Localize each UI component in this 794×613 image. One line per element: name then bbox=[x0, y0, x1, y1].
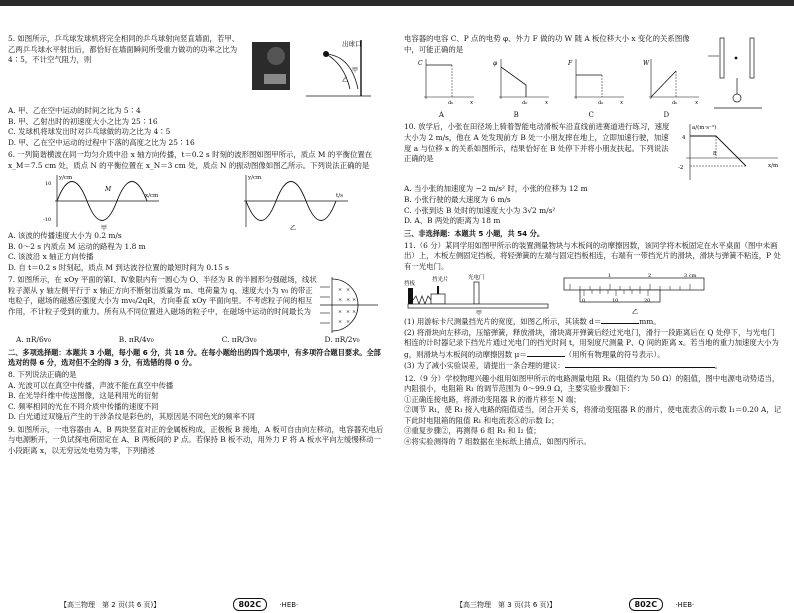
left-footer-mark: ·HEB· bbox=[279, 600, 299, 609]
question-11 bbox=[404, 241, 782, 372]
q6-option-c[interactable]: C. 该波沿 x 轴正方向传播 bbox=[8, 252, 94, 262]
right-footer bbox=[456, 598, 794, 611]
q11-vernier-figure bbox=[560, 272, 710, 316]
svg-text:×: × bbox=[352, 297, 357, 304]
q9-graph-c-y: F bbox=[568, 60, 573, 68]
svg-text:×: × bbox=[338, 309, 343, 316]
q7-stem: 7. 如图所示，在 xOy 平面的第Ⅰ、Ⅳ象限内有一圆心为 O、半径为 R 的半圆形匀强磁场，线状粒子源从 y 轴左侧平行于 x 轴正方向不断射出质量为 m、电荷量为 q、速度大小为 v₀ 的带正电粒子，磁场的磁感应强度大小为 mv₀/2qR，方向垂直 xOy 平面向里。不考虑粒子间的相互作用，不计粒子受到的重力。所有从不同位置进入磁场的粒子中，在磁场中运动的时间最长为 bbox=[8, 275, 317, 316]
q7-option-a[interactable]: A. πR/6v₀ bbox=[16, 335, 51, 345]
left-footer bbox=[60, 598, 438, 611]
q5-label-b: 乙 bbox=[342, 77, 349, 84]
q10-option-d[interactable]: D. A、B 两处的距离为 18 m bbox=[404, 216, 501, 226]
q11-vernier-20: 20 bbox=[644, 298, 651, 305]
q10-stem: 10. 放学后，小张在田径场上骑着智能电动滑板车沿直线前进赛道进行练习，速度大小为 2 m/s，他在 A 处发现前方 B 处一小朋友摔在地上，立即加速行驶，加速度 a 与位移 x 的关系如图所示，结果恰好在 B 处停下并将小朋友扶起。下列说法正确的是 bbox=[404, 122, 670, 164]
q9-graph-d-y: W bbox=[643, 60, 650, 68]
right-footer-page: 【高三物理 第 3 页(共 6 页)】 bbox=[456, 600, 557, 609]
q5-stem: 5. 如图所示，乒乓球发球机将完全相同的乒乓球射向竖直墙面，若甲、乙两乒乓球水平射出后，都恰好在墙面瞬间所受重力做功的功率之比为 4∶5，不计空气阻力，则 bbox=[8, 34, 240, 65]
q9-graph-b-y: φ bbox=[493, 60, 498, 68]
q10-option-c[interactable]: C. 小张到达 B 处时的加速度大小为 3√2 m/s² bbox=[404, 205, 556, 215]
q11-part-2-text: (2) 将滑块向左移动，压缩弹簧，释放滑块，滑块离开弹簧后经过光电门，滑行一段距离后在 Q 处停下，与光电门相连的计时器记录下挡光片通过光电门的挡光时间 t，用刻度尺测量 P、Q 间的距离 x。若当地的重力加速度大小为 g，则滑块与木板间的动摩擦因数 μ＝ bbox=[404, 327, 779, 359]
svg-text:×: × bbox=[346, 319, 351, 326]
top-edge bbox=[0, 0, 794, 6]
question-6 bbox=[8, 150, 386, 273]
q9-graph-a-d: d₀ bbox=[448, 100, 454, 107]
q11-vernier-10: 10 bbox=[612, 298, 619, 305]
question-8 bbox=[8, 370, 386, 423]
q9-graph-d-label[interactable]: D bbox=[663, 110, 670, 119]
svg-text:×: × bbox=[346, 309, 351, 316]
svg-text:×: × bbox=[338, 287, 343, 294]
q11-ruler-3: 3 cm bbox=[684, 273, 697, 280]
q11-part-3-end: 。 bbox=[714, 361, 723, 371]
q10-accel-graph bbox=[672, 122, 782, 184]
section-2-heading: 二、多项选择题：本题共 3 小题，每小题 6 分，共 18 分。在每小题给出的四个选项中，有多项符合题目要求。全部选对的得 6 分，选对但不全的得 3 分，有选错的得 0 分。 bbox=[8, 347, 381, 367]
q9-graph-c-label[interactable]: C bbox=[588, 110, 594, 119]
q11-ruler-1: 1 bbox=[608, 273, 612, 280]
q6-option-d[interactable]: D. 自 t＝0.2 s 时刻起，质点 M 到达波谷位置的最短时间为 0.15 s bbox=[8, 262, 229, 272]
q11-fig-jia: 甲 bbox=[476, 310, 483, 317]
q5-figure bbox=[246, 34, 376, 106]
q11-label-baffle: 挡板 bbox=[404, 281, 416, 288]
q9-continued-text: 电容器的电容 C、P 点的电势 φ、外力 F 做的功 W 随 A 板位移大小 x 变化的关系图像中，可能正确的是 bbox=[404, 34, 690, 54]
svg-text:×: × bbox=[352, 309, 357, 316]
q5-label-a: 甲 bbox=[352, 67, 359, 74]
q9-graph-d-d: d₀ bbox=[672, 100, 678, 107]
q11-part-2-end: （用所有物理量的符号表示）。 bbox=[564, 349, 665, 359]
q10-option-b[interactable]: B. 小张行驶的最大速度为 6 m/s bbox=[404, 195, 511, 204]
q6-stem: 6. 一列简谐横波在同一均匀介质中沿 x 轴方向传播，t＝0.2 s 时刻的波形图如图甲所示，质点 M 的平衡位置在 x_M＝7.5 cm 处，质点 N 的平衡位置在 x_N＝3 cm 处，质点 N 的振动图像如图乙所示。下列说法正确的是 bbox=[8, 150, 373, 170]
left-footer-code: 802C bbox=[233, 598, 268, 611]
q6-y-label-b: y/cm bbox=[247, 175, 261, 182]
q7-option-c[interactable]: C. πR/3v₀ bbox=[221, 335, 257, 345]
q11-stem: 11.（6 分）某同学用如图甲所示的装置测量物块与木板间的动摩擦因数，该同学将木板固定在水平桌面（图中未画出）上，木板左侧固定挡板，将轻弹簧的左端与固定挡板相连，右端有一带挡光片的滑块，滑块与弹簧不粘连，P 处有一光电门。 bbox=[404, 240, 781, 271]
q9-stem: 9. 如图所示，一电容器由 A、B 两块竖直对正的金属板构成，正极板 B 接地，A 板可自由向左移动，电容器充电后与电源断开，一负试探电荷固定在 A、B 两板间的 P 点。若保持 B 板不动，用外力 F 将 A 板水平向左缓慢移动一小段距离 x，以无穷远处电势为零，下列描述 bbox=[8, 424, 384, 455]
q11-ruler-2: 2 bbox=[648, 273, 652, 280]
q11-part-3-text: (3) 为了减小实验误差，请提出一条合理的建议： bbox=[404, 361, 565, 371]
right-footer-mark: ·HEB· bbox=[675, 600, 695, 609]
q6-option-b[interactable]: B. 0～2 s 内质点 M 运动的路程为 1.8 m bbox=[8, 241, 146, 251]
right-column bbox=[404, 34, 782, 450]
q5-outlet-label: 出球口 bbox=[342, 40, 362, 48]
question-12 bbox=[404, 374, 782, 448]
q6-y-label: y/cm bbox=[58, 175, 72, 182]
q8-option-b[interactable]: B. 在光导纤维中传送图像，这是利用光的衍射 bbox=[8, 391, 159, 401]
q12-step-4: ④将实验测得的 7 组数据在坐标纸上描点，如图丙所示。 bbox=[404, 436, 591, 446]
q7-field-figure bbox=[318, 275, 380, 335]
question-9 bbox=[8, 425, 386, 457]
q9-graph-a-y: C bbox=[418, 60, 423, 68]
q11-part-2 bbox=[404, 328, 782, 361]
q9-graph-c-d: d₀ bbox=[598, 100, 604, 107]
q11-part-3 bbox=[404, 360, 782, 372]
q6-vibration-graph bbox=[232, 171, 352, 231]
q6-wave-graph bbox=[43, 171, 163, 231]
q5-option-b[interactable]: B. 甲、乙射出时的初速度大小之比为 25∶16 bbox=[8, 116, 158, 126]
q9-option-graphs bbox=[404, 55, 704, 107]
q9-graph-b-x: x bbox=[545, 100, 549, 107]
q7-option-d[interactable]: D. πR/2v₀ bbox=[324, 335, 360, 345]
q6-y-max: 10 bbox=[44, 181, 51, 188]
q9-capacitor-figure bbox=[704, 34, 780, 112]
q10-tick-m2: -2 bbox=[678, 165, 684, 172]
q9-graph-a-label[interactable]: A bbox=[438, 110, 444, 119]
q5-option-d[interactable]: D. 甲、乙在空中运动的过程中下落的高度之比为 25∶16 bbox=[8, 137, 195, 147]
q9-graph-b-d: d₀ bbox=[522, 100, 528, 107]
q10-tick-4: 4 bbox=[682, 135, 686, 142]
right-footer-code: 802C bbox=[629, 598, 664, 611]
q11-apparatus-figure bbox=[404, 272, 554, 316]
q11-part-1 bbox=[404, 316, 782, 328]
q11-fig-yi: 乙 bbox=[632, 309, 639, 317]
left-column bbox=[8, 34, 386, 458]
q11-part-1-unit: mm。 bbox=[639, 317, 661, 327]
q8-option-d[interactable]: D. 白光通过双缝后产生的干涉条纹是彩色的，其原因是不同色光的频率不同 bbox=[8, 412, 255, 422]
q8-option-a[interactable]: A. 光波可以在真空中传播，声波不能在真空中传播 bbox=[8, 380, 174, 390]
q12-stem: 12.（9 分）学校物理兴趣小组用如图甲所示的电路测量电阻 Rₓ（阻值约为 50 Ω）的阻值，图中电源电动势适当，内阻很小，电阻箱 R₁ 的调节范围为 0～99.9 Ω，主要实验步骤如下： bbox=[404, 373, 780, 394]
q10-a-label: a/(m·s⁻²) bbox=[692, 125, 717, 132]
q6-fig-jia: 甲 bbox=[100, 225, 107, 232]
question-5 bbox=[8, 34, 386, 148]
q12-step-2: ②调节 R₁，使 R₁ 接入电路的阻值适当，闭合开关 S，将滑动变阻器 R 的滑片，使电流表Ⓐ的示数 I₁＝0.20 A，记下此时电阻箱的阻值 R₁ 和电流表Ⓐ的示数 I₂； bbox=[404, 405, 782, 425]
q10-tick-8: 8 bbox=[713, 151, 717, 158]
svg-text:×: × bbox=[346, 287, 351, 294]
q9-graph-b-label[interactable]: B bbox=[513, 110, 519, 119]
q11-label-gate: 光电门 bbox=[468, 275, 485, 282]
q7-option-b[interactable]: B. πR/4v₀ bbox=[118, 335, 154, 345]
q11-answer-blank-1[interactable] bbox=[601, 316, 639, 324]
q11-part-1-text: (1) 用游标卡尺测量挡光片的宽度，如图乙所示，其读数 d＝ bbox=[404, 317, 602, 327]
q11-answer-blank-2[interactable] bbox=[527, 349, 565, 357]
svg-text:×: × bbox=[346, 297, 351, 304]
svg-text:×: × bbox=[338, 319, 343, 326]
q6-fig-yi: 乙 bbox=[289, 225, 296, 232]
q10-x-label: x/m bbox=[768, 163, 779, 170]
question-7 bbox=[8, 275, 386, 346]
q6-t-label: t/s bbox=[335, 193, 343, 200]
svg-text:×: × bbox=[338, 297, 343, 304]
q9-graph-c-x: x bbox=[620, 100, 624, 107]
q6-y-min: -10 bbox=[42, 217, 51, 224]
q10-option-a[interactable]: A. 当小张的加速度为 −2 m/s² 时，小张的位移为 12 m bbox=[404, 184, 588, 194]
q11-label-shutter: 挡光片 bbox=[432, 277, 449, 284]
q9-graph-d-x: x bbox=[695, 100, 699, 107]
q6-x-label: x/cm bbox=[144, 193, 158, 200]
q6-option-a[interactable]: A. 该波的传播速度大小为 0.2 m/s bbox=[8, 231, 122, 241]
left-footer-page: 【高三物理 第 2 页(共 6 页)】 bbox=[60, 600, 161, 609]
q12-step-1: ①正确连接电路，将滑动变阻器 R 的滑片移至 N 端； bbox=[404, 394, 581, 404]
q5-option-c[interactable]: C. 发球机将球发出时对乒乓球做的功之比为 4∶5 bbox=[8, 127, 171, 137]
q9-graph-a-x: x bbox=[470, 100, 474, 107]
question-9-continued bbox=[404, 34, 782, 120]
q12-step-3: ③重复步骤②，再测得 6 组 R₁ 和 I₂ 值； bbox=[404, 426, 541, 436]
question-10 bbox=[404, 122, 782, 226]
q8-option-c[interactable]: C. 频率相同的光在不同介质中传播的速度不同 bbox=[8, 401, 159, 411]
q6-M-label: M bbox=[104, 186, 111, 194]
q11-vernier-0: 0 bbox=[582, 298, 586, 305]
q8-stem: 8. 下列说法正确的是 bbox=[8, 370, 77, 380]
q11-answer-blank-3[interactable] bbox=[565, 360, 715, 368]
section-3-heading: 三、非选择题：本题共 5 小题，共 54 分。 bbox=[404, 228, 545, 238]
q5-option-a[interactable]: A. 甲、乙在空中运动的时间之比为 5∶4 bbox=[8, 106, 141, 115]
